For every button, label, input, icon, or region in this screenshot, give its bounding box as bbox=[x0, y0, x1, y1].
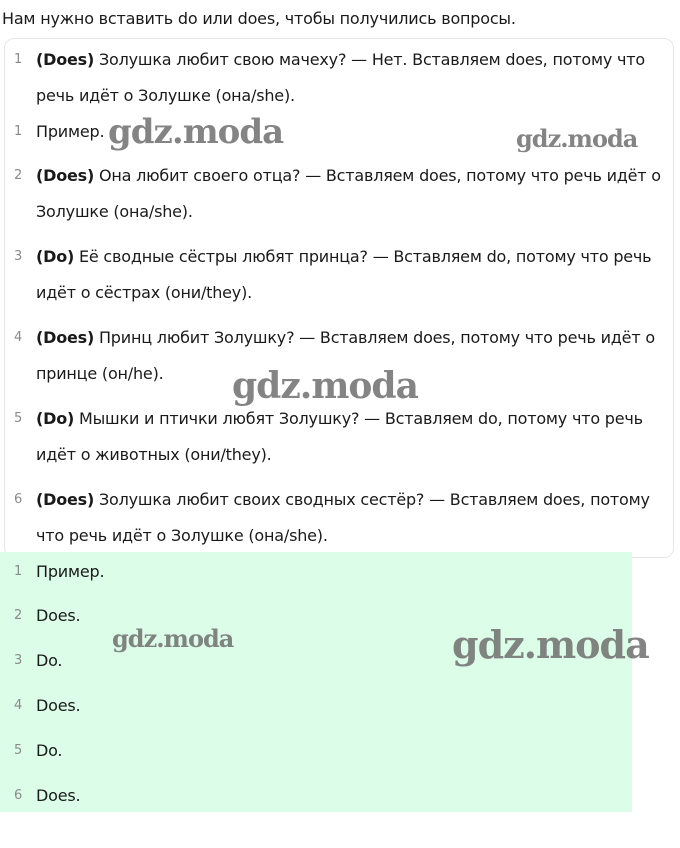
item-number: 6 bbox=[14, 492, 23, 507]
item-sentence: Золушка любит своих сводных сестёр? — Вставляем does, потому bbox=[94, 490, 650, 509]
answer-number: 1 bbox=[14, 564, 23, 579]
answer-number: 4 bbox=[14, 698, 23, 713]
answer-text: Does. bbox=[36, 696, 81, 715]
item-number: 1 bbox=[14, 124, 23, 139]
answer-row bbox=[0, 691, 632, 721]
item-sentence-cont: речь идёт о Золушке (она/she). bbox=[36, 86, 295, 105]
answer-text: Пример. bbox=[36, 562, 105, 581]
watermark-logo: gdz.moda bbox=[108, 112, 284, 152]
watermark-logo: gdz.moda bbox=[112, 624, 234, 653]
answer-text: Do. bbox=[36, 651, 63, 670]
item-number: 1 bbox=[14, 52, 23, 67]
answer-number: 3 bbox=[14, 653, 23, 668]
item-sentence: Золушка любит свою мачеху? — Нет. Вставляем does, потому что bbox=[94, 50, 646, 69]
item-answer: (Do) bbox=[36, 247, 75, 266]
item-answer: (Does) bbox=[36, 490, 95, 509]
item-text bbox=[36, 482, 666, 554]
item-number: 5 bbox=[14, 411, 23, 426]
item-sentence: Пример. bbox=[36, 122, 105, 141]
item-sentence-cont: Золушке (она/she). bbox=[36, 202, 193, 221]
item-answer: (Do) bbox=[36, 409, 75, 428]
answer-row bbox=[0, 557, 632, 587]
answer-number: 2 bbox=[14, 608, 23, 623]
answer-text: Do. bbox=[36, 741, 63, 760]
item-sentence: Она любит своего отца? — Вставляем does, потому что речь идёт о bbox=[94, 166, 661, 185]
item-sentence-cont: идёт о сёстрах (они/they). bbox=[36, 283, 252, 302]
watermark-logo: gdz.moda bbox=[452, 622, 649, 667]
answer-text: Does. bbox=[36, 786, 81, 805]
item-number: 4 bbox=[14, 330, 23, 345]
item-sentence-cont: идёт о животных (они/they). bbox=[36, 445, 272, 464]
answer-number: 6 bbox=[14, 788, 23, 803]
item-sentence: Принц любит Золушку? — Вставляем does, потому что речь идёт о bbox=[94, 328, 655, 347]
item-number: 2 bbox=[14, 168, 23, 183]
item-sentence: Мышки и птички любят Золушку? — Вставляем do, потому что речь bbox=[74, 409, 643, 428]
item-text bbox=[36, 158, 666, 230]
item-text bbox=[36, 401, 666, 473]
answers-panel bbox=[0, 552, 632, 812]
item-answer: (Does) bbox=[36, 328, 95, 347]
item-sentence-cont: принце (он/he). bbox=[36, 364, 164, 383]
answer-row bbox=[0, 781, 632, 811]
intro-text: Нам нужно вставить do или does, чтобы получились вопросы. bbox=[2, 9, 516, 28]
item-text bbox=[36, 239, 666, 311]
answer-number: 5 bbox=[14, 743, 23, 758]
watermark-logo: gdz.moda bbox=[232, 365, 418, 407]
item-text bbox=[36, 42, 666, 114]
item-sentence-cont: что речь идёт о Золушке (она/she). bbox=[36, 526, 328, 545]
item-answer: (Does) bbox=[36, 166, 95, 185]
item-answer: (Does) bbox=[36, 50, 95, 69]
item-sentence: Её сводные сёстры любят принца? — Вставляем do, потому что речь bbox=[74, 247, 652, 266]
item-number: 3 bbox=[14, 249, 23, 264]
answer-text: Does. bbox=[36, 606, 81, 625]
answer-row bbox=[0, 736, 632, 766]
watermark-logo: gdz.moda bbox=[516, 124, 638, 153]
